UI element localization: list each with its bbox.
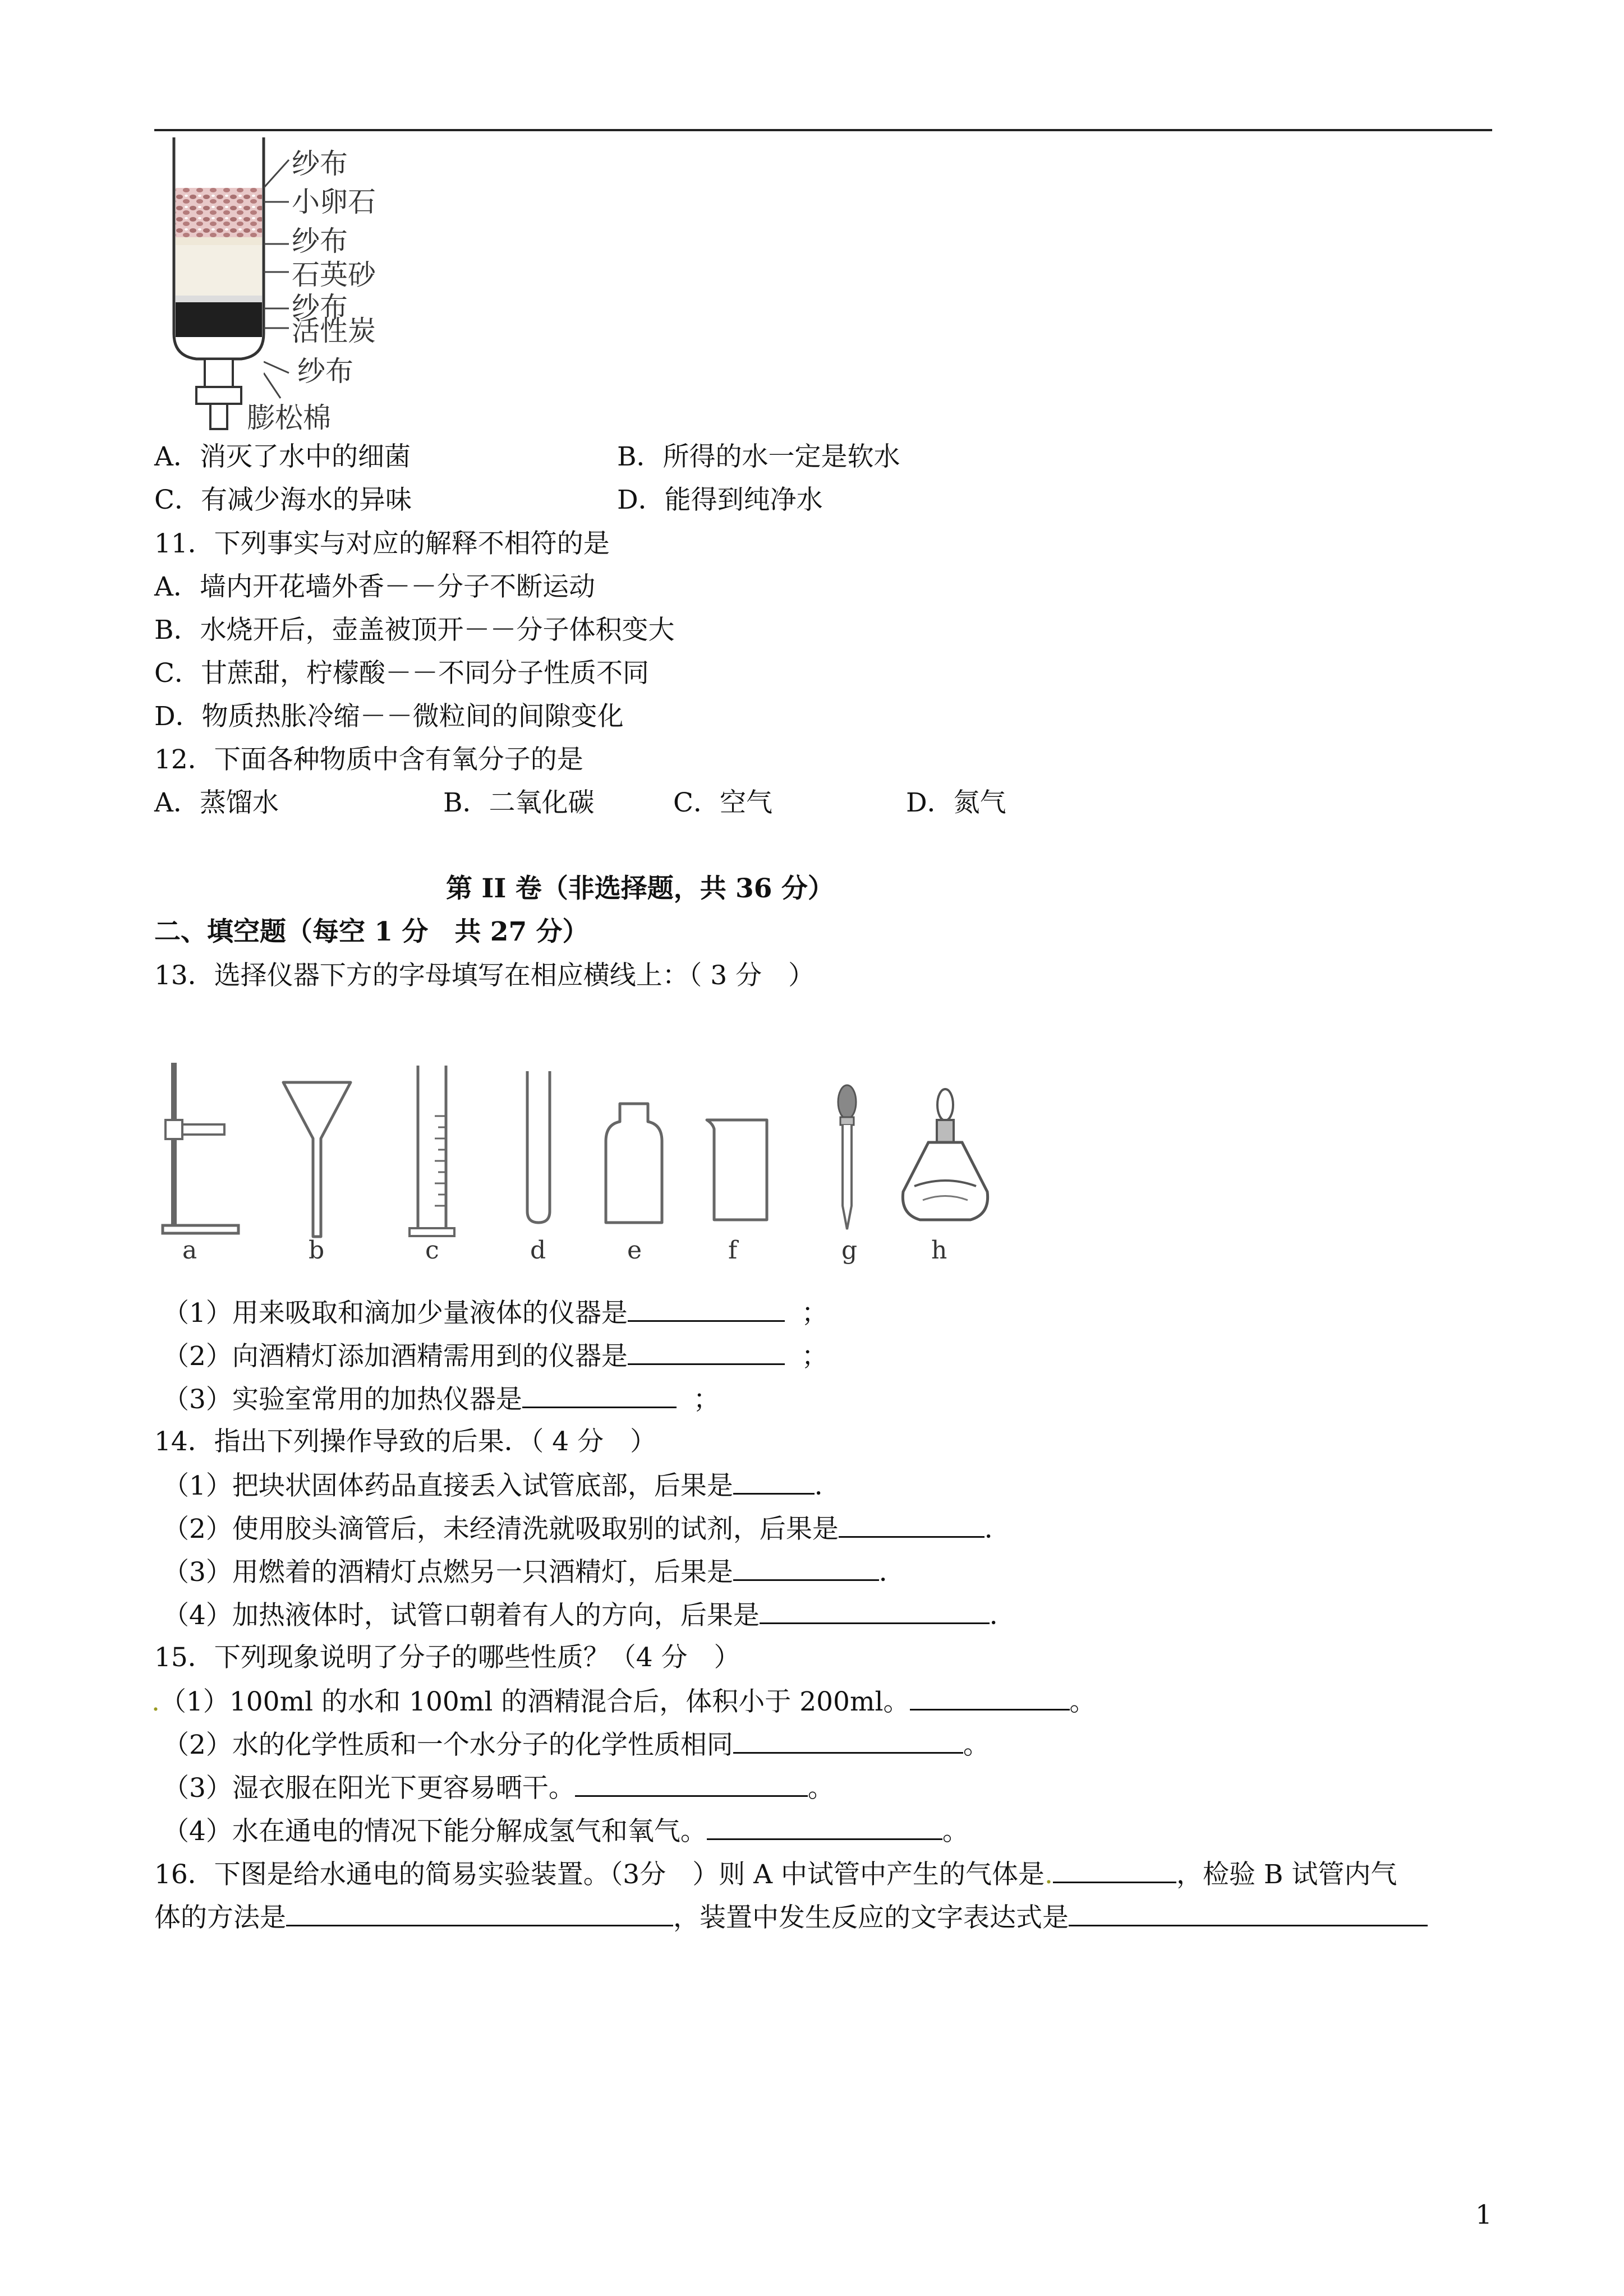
section2-title: 第 II 卷（非选择题，共 36 分）: [446, 873, 834, 904]
iron-stand-icon: [157, 1057, 247, 1237]
q15-part4-end: 。: [942, 1816, 969, 1847]
q13-part2-blank[interactable]: [628, 1339, 785, 1365]
water-filter-diagram: [163, 137, 275, 440]
q10-option-b: B．所得的水一定是软水: [617, 441, 900, 472]
q13-part1: [163, 1295, 828, 1330]
q15-part3-text: （3）湿衣服在阳光下更容易晒干。: [163, 1773, 575, 1804]
q14-part3-text: （3）用燃着的酒精灯点燃另一只酒精灯，后果是: [163, 1557, 733, 1588]
q14-stem: 14．指出下列操作导致的后果．（ 4 分 ）: [154, 1426, 657, 1457]
top-rule: [154, 129, 1492, 131]
q13-part3-blank[interactable]: [522, 1382, 677, 1408]
filter-label-pebbles: 小卵石: [292, 186, 376, 218]
q12-option-b: B．二氧化碳: [443, 787, 595, 818]
q14-part4-period: ．: [989, 1600, 1016, 1631]
q15-part2-blank[interactable]: [733, 1727, 963, 1754]
graduated-cylinder-icon: [407, 1060, 457, 1239]
instrument-label-b: b: [309, 1236, 325, 1265]
q12-option-d: D．氮气: [906, 787, 1006, 818]
q12-option-c: C．空气: [673, 787, 772, 818]
q13-part3: [163, 1382, 720, 1417]
q14-part4-blank[interactable]: [760, 1598, 990, 1624]
q14-part3: [163, 1555, 905, 1589]
instrument-label-e: e: [627, 1236, 642, 1265]
q14-part2-period: ．: [984, 1514, 1011, 1545]
q16-part4: ，装置中发生反应的文字表达式是: [673, 1902, 1069, 1933]
q13-part2-text: （2）向酒精灯添加酒精需用到的仪器是: [163, 1341, 628, 1372]
q13-part1-text: （1）用来吸取和滴加少量液体的仪器是: [163, 1298, 628, 1329]
q10-option-a: A．消灭了水中的细菌: [154, 441, 411, 472]
section2-heading: 二、填空题（每空 1 分 共 27 分）: [154, 916, 589, 947]
filter-label-cotton: 膨松棉: [247, 402, 331, 434]
funnel-icon: [280, 1077, 353, 1239]
reagent-bottle-icon: [600, 1099, 668, 1228]
dropper-icon: [830, 1082, 864, 1234]
q14-part2: [163, 1511, 1011, 1546]
q10-option-c: C．有减少海水的异味: [154, 485, 412, 515]
instrument-label-f: f: [728, 1236, 738, 1265]
q14-part2-blank[interactable]: [839, 1511, 984, 1538]
q15-part2-end: 。: [963, 1730, 990, 1760]
q15-part1-dot: .: [151, 1686, 160, 1717]
q16-method-blank[interactable]: [286, 1900, 673, 1926]
q15-part2-text: （2）水的化学性质和一个水分子的化学性质相同: [163, 1730, 733, 1760]
q16-line2: [154, 1900, 1428, 1935]
q16-part1: 16．下图是给水通电的简易实验装置。（3分 ）则 A 中试管中产生的气体是: [154, 1859, 1045, 1890]
filter-label-gauze-2: 纱布: [292, 225, 348, 257]
instrument-label-c: c: [425, 1236, 439, 1265]
q16-gas-blank[interactable]: [1053, 1857, 1176, 1883]
q13-part3-text: （3）实验室常用的加热仪器是: [163, 1384, 522, 1415]
q13-part2-semicolon: ；: [801, 1341, 828, 1372]
q15-part3-end: 。: [807, 1773, 834, 1804]
q14-part4-text: （4）加热液体时，试管口朝着有人的方向，后果是: [163, 1600, 760, 1631]
q14-part2-text: （2）使用胶头滴管后，未经清洗就吸取别的试剂，后果是: [163, 1514, 839, 1545]
q13-part2: [163, 1339, 828, 1373]
filter-label-gauze-4: 纱布: [297, 355, 353, 388]
instrument-label-d: d: [530, 1236, 546, 1265]
filter-label-quartz-sand: 石英砂: [292, 259, 376, 291]
q15-part1-end: 。: [1069, 1686, 1096, 1717]
page-number: 1: [1475, 2200, 1492, 2230]
filter-label-activated-carbon: 活性炭: [292, 315, 376, 347]
q11-option-b: B．水烧开后，壶盖被顶开－－分子体积变大: [154, 615, 675, 646]
test-tube-icon: [522, 1066, 555, 1228]
q15-part2: [163, 1727, 990, 1762]
q10-option-d: D．能得到纯净水: [617, 485, 823, 515]
q15-part1: [151, 1684, 1096, 1719]
q16-equation-blank[interactable]: [1069, 1900, 1428, 1926]
q13-part1-blank[interactable]: [628, 1295, 785, 1322]
filter-label-gauze-3: 纱布: [292, 291, 348, 324]
q16-part2: ，检验 B 试管内气: [1176, 1859, 1397, 1890]
q14-part3-blank[interactable]: [733, 1555, 879, 1581]
q11-option-d: D．物质热胀冷缩－－微粒间的间隙变化: [154, 701, 624, 732]
q16-line1: [154, 1857, 1397, 1892]
q11-stem: 11．下列事实与对应的解释不相符的是: [154, 528, 610, 559]
q11-option-c: C．甘蔗甜，柠檬酸－－不同分子性质不同: [154, 658, 649, 689]
q15-part3-blank[interactable]: [575, 1771, 808, 1797]
alcohol-lamp-icon: [898, 1085, 993, 1231]
q15-part4-blank[interactable]: [707, 1814, 942, 1840]
q15-stem: 15．下列现象说明了分子的哪些性质？（4 分 ）: [154, 1642, 740, 1673]
q16-part3: 体的方法是: [154, 1902, 286, 1933]
q14-part3-period: ．: [878, 1557, 905, 1588]
q16-dot: .: [1045, 1859, 1053, 1890]
q15-part4: [163, 1814, 969, 1848]
q13-part1-semicolon: ；: [801, 1298, 828, 1329]
q15-part1-blank[interactable]: [910, 1684, 1070, 1711]
instrument-label-g: g: [841, 1236, 858, 1265]
q13-part3-semicolon: ；: [693, 1384, 720, 1415]
q15-part1-text: （1）100ml 的水和 100ml 的酒精混合后，体积小于 200ml。: [159, 1686, 910, 1717]
instrument-label-h: h: [931, 1236, 947, 1265]
q14-part1-period: ．: [814, 1470, 841, 1501]
q15-part4-text: （4）水在通电的情况下能分解成氢气和氧气。: [163, 1816, 707, 1847]
q14-part4: [163, 1598, 1016, 1633]
q15-part3: [163, 1771, 834, 1805]
q11-option-a: A．墙内开花墙外香－－分子不断运动: [154, 571, 595, 602]
filter-label-gauze-1: 纱布: [292, 147, 348, 180]
q12-stem: 12．下面各种物质中含有氧分子的是: [154, 744, 583, 775]
q12-option-a: A．蒸馏水: [154, 787, 279, 818]
q14-part1: [163, 1468, 841, 1503]
q13-stem: 13．选择仪器下方的字母填写在相应横线上：（ 3 分 ）: [154, 960, 815, 991]
beaker-icon: [704, 1113, 777, 1228]
q14-part1-text: （1）把块状固体药品直接丢入试管底部，后果是: [163, 1470, 733, 1501]
q14-part1-blank[interactable]: [733, 1468, 815, 1495]
instrument-label-a: a: [182, 1236, 197, 1265]
